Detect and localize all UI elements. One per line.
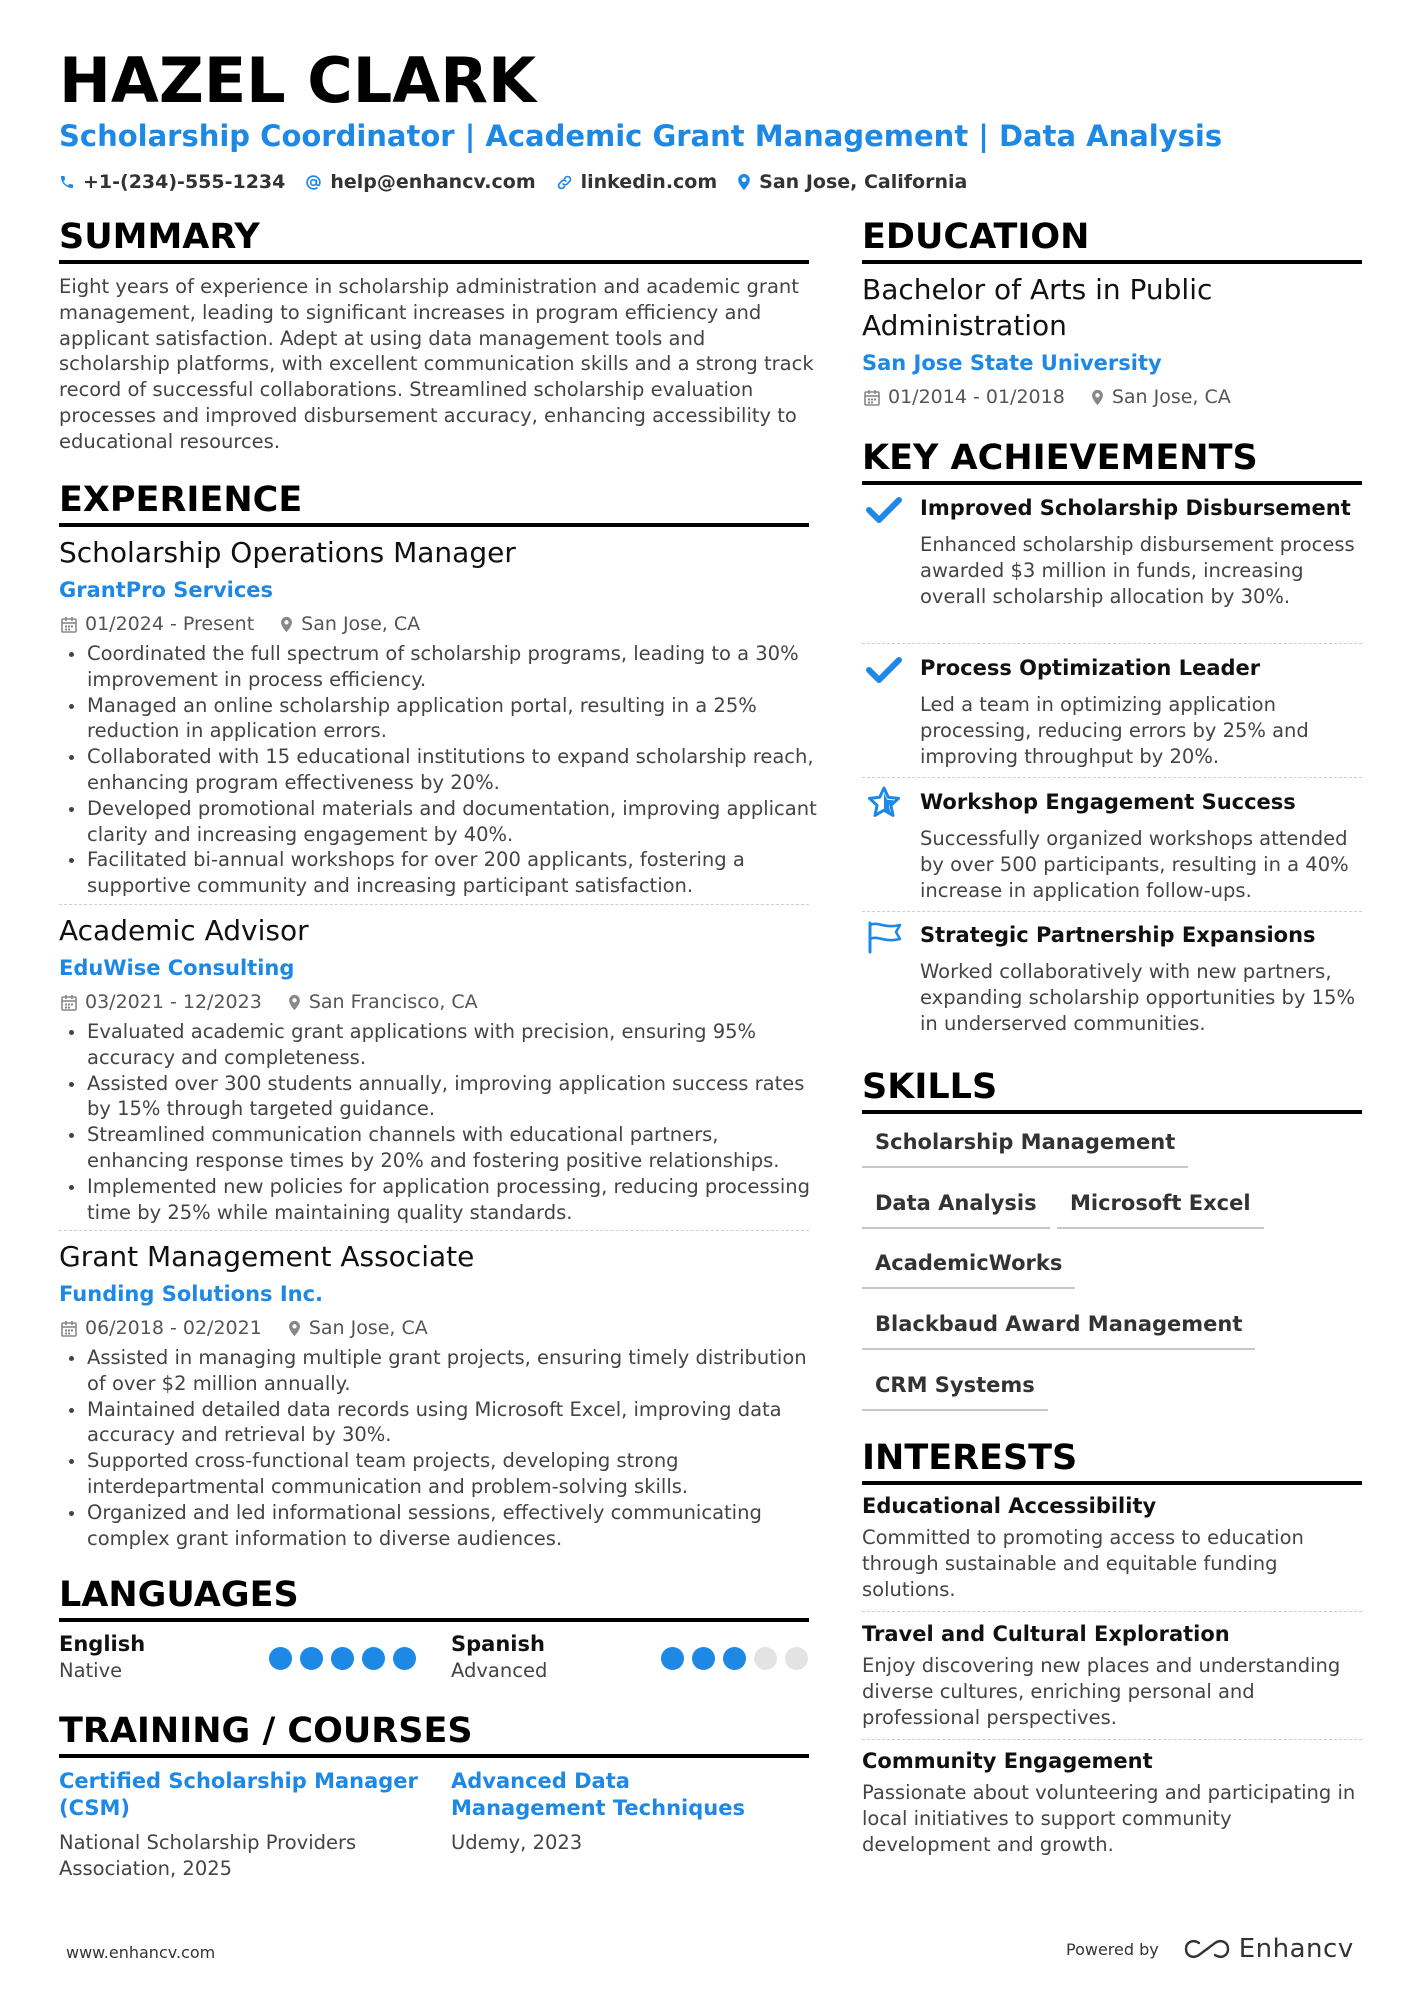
brand-name: Enhancv: [1238, 1934, 1354, 1964]
languages-rule: [59, 1618, 809, 1622]
bullet-item: Supported cross-functional team projects, developing strong interdepartmental communication and problem-solving skills.: [59, 1448, 819, 1500]
bullet-item: Coordinated the full spectrum of scholarship programs, leading to a 30% improvement in process efficiency.: [59, 641, 819, 693]
job-meta: [61, 612, 420, 636]
interest-text: Enjoy discovering new places and understanding diverse cultures, enriching personal and professional perspectives.: [862, 1654, 1341, 1729]
job-location: San Jose, CA: [308, 1317, 428, 1339]
skill-tag: CRM Systems: [862, 1371, 1048, 1411]
language-name: Spanish: [451, 1632, 545, 1656]
rating-dot-empty: [785, 1647, 808, 1670]
flag-icon: [866, 920, 904, 954]
job-location: San Francisco, CA: [308, 991, 478, 1013]
experience-rule: [59, 523, 809, 527]
interests-rule: [862, 1481, 1362, 1485]
bullet-item: Developed promotional materials and documentation, improving applicant clarity and increasing engagement by 40%.: [59, 796, 819, 848]
achievement-text: Led a team in optimizing application processing, reducing errors by 25% and improving throughput by 20%.: [920, 693, 1309, 768]
linkedin-text: linkedin.com: [580, 171, 718, 193]
bullet-item: Implemented new policies for application processing, reducing processing time by 25% while maintaining quality standards.: [59, 1174, 819, 1226]
language-name: English: [59, 1632, 146, 1656]
divider: [862, 911, 1362, 912]
job-bullets: [59, 1019, 819, 1225]
skill-tag: Data Analysis: [862, 1189, 1050, 1229]
location-pin-icon: [737, 173, 751, 191]
course-detail: National Scholarship Providers Association, 2025: [59, 1831, 357, 1880]
job-dates: 03/2021 - 12/2023: [85, 991, 262, 1013]
bullet-item: Managed an online scholarship application portal, resulting in a 25% reduction in application errors.: [59, 693, 819, 745]
footer-branding: [1066, 1934, 1354, 1964]
rating-dot-filled: [393, 1647, 416, 1670]
language-rating: [269, 1647, 424, 1670]
bullet-item: Assisted over 300 students annually, improving application success rates by 15% through targeted guidance.: [59, 1071, 819, 1123]
summary-heading: SUMMARY: [59, 217, 260, 257]
rating-dot-filled: [723, 1647, 746, 1670]
language-level: Advanced: [451, 1659, 548, 1682]
summary-rule: [59, 260, 809, 264]
company-name: GrantPro Services: [59, 578, 274, 602]
experience-heading: EXPERIENCE: [59, 480, 303, 520]
divider: [862, 643, 1362, 644]
phone-icon: [59, 174, 75, 190]
interest-text: Passionate about volunteering and participating in local initiatives to support community development and growth.: [862, 1781, 1356, 1856]
achievement-text: Enhanced scholarship disbursement process awarded $3 million in funds, increasing overall scholarship allocation by 30%.: [920, 533, 1355, 608]
job-location: San Jose, CA: [301, 613, 421, 635]
candidate-headline: Scholarship Coordinator | Academic Grant Management | Data Analysis: [59, 119, 1223, 153]
course-detail: Udemy, 2023: [451, 1831, 583, 1854]
job-title: Grant Management Associate: [59, 1240, 475, 1273]
education-location: San Jose, CA: [1111, 386, 1231, 408]
skill-tag: Microsoft Excel: [1057, 1189, 1264, 1229]
interest-text: Committed to promoting access to education through sustainable and equitable funding solutions.: [862, 1526, 1304, 1601]
divider: [862, 1739, 1362, 1740]
location-text: San Jose, California: [759, 171, 968, 193]
divider: [862, 1611, 1362, 1612]
checkmark-icon: [866, 656, 902, 684]
education-rule: [862, 260, 1362, 264]
education-meta: [864, 385, 1231, 409]
location-pin-icon: [288, 1320, 301, 1337]
achievement-text: Successfully organized workshops attended by over 500 participants, resulting in a 40% increase in application follow-ups.: [920, 827, 1349, 902]
bullet-item: Collaborated with 15 educational institutions to expand scholarship reach, enhancing program effectiveness by 20%.: [59, 744, 819, 796]
rating-dot-filled: [362, 1647, 385, 1670]
training-heading: TRAINING / COURSES: [59, 1711, 473, 1751]
interest-title: Community Engagement: [862, 1749, 1153, 1773]
interest-title: Travel and Cultural Exploration: [862, 1622, 1230, 1646]
contact-location: [737, 171, 967, 193]
bullet-item: Assisted in managing multiple grant projects, ensuring timely distribution of over $2 million annually.: [59, 1345, 819, 1397]
candidate-name: HAZEL CLARK: [59, 44, 537, 117]
checkmark-icon: [866, 496, 902, 524]
education-heading: EDUCATION: [862, 217, 1090, 257]
rating-dot-filled: [269, 1647, 292, 1670]
rating-dot-filled: [331, 1647, 354, 1670]
contact-phone[interactable]: [59, 171, 285, 193]
achievements-rule: [862, 481, 1362, 485]
job-bullets: [59, 1345, 819, 1551]
rating-dot-filled: [692, 1647, 715, 1670]
language-level: Native: [59, 1659, 123, 1682]
at-icon: [305, 174, 322, 191]
contact-email[interactable]: [305, 171, 535, 193]
company-name: EduWise Consulting: [59, 956, 295, 980]
school-name: San Jose State University: [862, 351, 1162, 375]
divider: [59, 904, 809, 905]
skill-tag: Blackbaud Award Management: [862, 1310, 1255, 1350]
languages-heading: LANGUAGES: [59, 1575, 299, 1615]
job-meta: [61, 1316, 428, 1340]
location-pin-icon: [280, 616, 293, 633]
bullet-item: Streamlined communication channels with educational partners, enhancing response times by 20% and fostering positive relationships.: [59, 1122, 819, 1174]
job-dates: 06/2018 - 02/2021: [85, 1317, 262, 1339]
achievement-title: Process Optimization Leader: [920, 656, 1261, 680]
job-meta: [61, 990, 478, 1014]
phone-text: +1-(234)-555-1234: [83, 171, 286, 193]
bullet-item: Maintained detailed data records using Microsoft Excel, improving data accuracy and retrieval by 30%.: [59, 1397, 819, 1449]
powered-by-label: Powered by: [1066, 1939, 1159, 1959]
job-dates: 01/2024 - Present: [85, 613, 255, 635]
job-bullets: [59, 641, 819, 899]
achievement-title: Workshop Engagement Success: [920, 790, 1296, 814]
enhancv-logo-icon: [1183, 1937, 1231, 1961]
contact-linkedin[interactable]: [556, 171, 718, 193]
calendar-icon: [61, 616, 77, 633]
achievement-title: Strategic Partnership Expansions: [920, 923, 1316, 947]
degree-title: Bachelor of Arts in Public Administration: [862, 273, 1213, 342]
skills-heading: SKILLS: [862, 1067, 998, 1107]
location-pin-icon: [1091, 389, 1104, 406]
course-title: Advanced Data Management Techniques: [451, 1769, 745, 1820]
skills-rule: [862, 1110, 1362, 1114]
interest-title: Educational Accessibility: [862, 1494, 1157, 1518]
job-title: Academic Advisor: [59, 914, 309, 947]
course-title: Certified Scholarship Manager (CSM): [59, 1769, 418, 1820]
education-dates: 01/2014 - 01/2018: [888, 386, 1065, 408]
divider: [862, 777, 1362, 778]
email-text: help@enhancv.com: [330, 171, 536, 193]
skill-tag: AcademicWorks: [862, 1249, 1075, 1289]
footer-website[interactable]: www.enhancv.com: [66, 1943, 216, 1962]
job-title: Scholarship Operations Manager: [59, 536, 516, 569]
achievements-heading: KEY ACHIEVEMENTS: [862, 438, 1258, 478]
language-rating: [661, 1647, 816, 1670]
interests-heading: INTERESTS: [862, 1438, 1078, 1478]
summary-text: Eight years of experience in scholarship administration and academic grant management, leading to significant increases in program efficiency and applicant satisfaction. Adept at using data management tools and scholarship platforms, with excellent communication skills and a strong track record of successful collaborations. Streamlined scholarship evaluation processes and improved disbursement accuracy, enhancing accessibility to educational resources.: [59, 275, 814, 453]
star-icon: [866, 785, 902, 819]
calendar-icon: [61, 1320, 77, 1337]
calendar-icon: [61, 994, 77, 1011]
training-rule: [59, 1754, 809, 1758]
achievement-title: Improved Scholarship Disbursement: [920, 496, 1351, 520]
divider: [59, 1230, 809, 1231]
location-pin-icon: [288, 994, 301, 1011]
achievement-text: Worked collaboratively with new partners, expanding scholarship opportunities by 15% in underserved communities.: [920, 960, 1355, 1035]
skill-tag: Scholarship Management: [862, 1128, 1188, 1168]
link-icon: [556, 174, 573, 191]
calendar-icon: [864, 389, 880, 406]
bullet-item: Facilitated bi-annual workshops for over 200 applicants, fostering a supportive community and increasing participant satisfaction.: [59, 847, 819, 899]
rating-dot-filled: [300, 1647, 323, 1670]
bullet-item: Evaluated academic grant applications with precision, ensuring 95% accuracy and completeness.: [59, 1019, 819, 1071]
bullet-item: Organized and led informational sessions, effectively communicating complex grant information to diverse audiences.: [59, 1500, 819, 1552]
contact-bar: [59, 168, 987, 196]
rating-dot-empty: [754, 1647, 777, 1670]
rating-dot-filled: [661, 1647, 684, 1670]
company-name: Funding Solutions Inc.: [59, 1282, 324, 1306]
